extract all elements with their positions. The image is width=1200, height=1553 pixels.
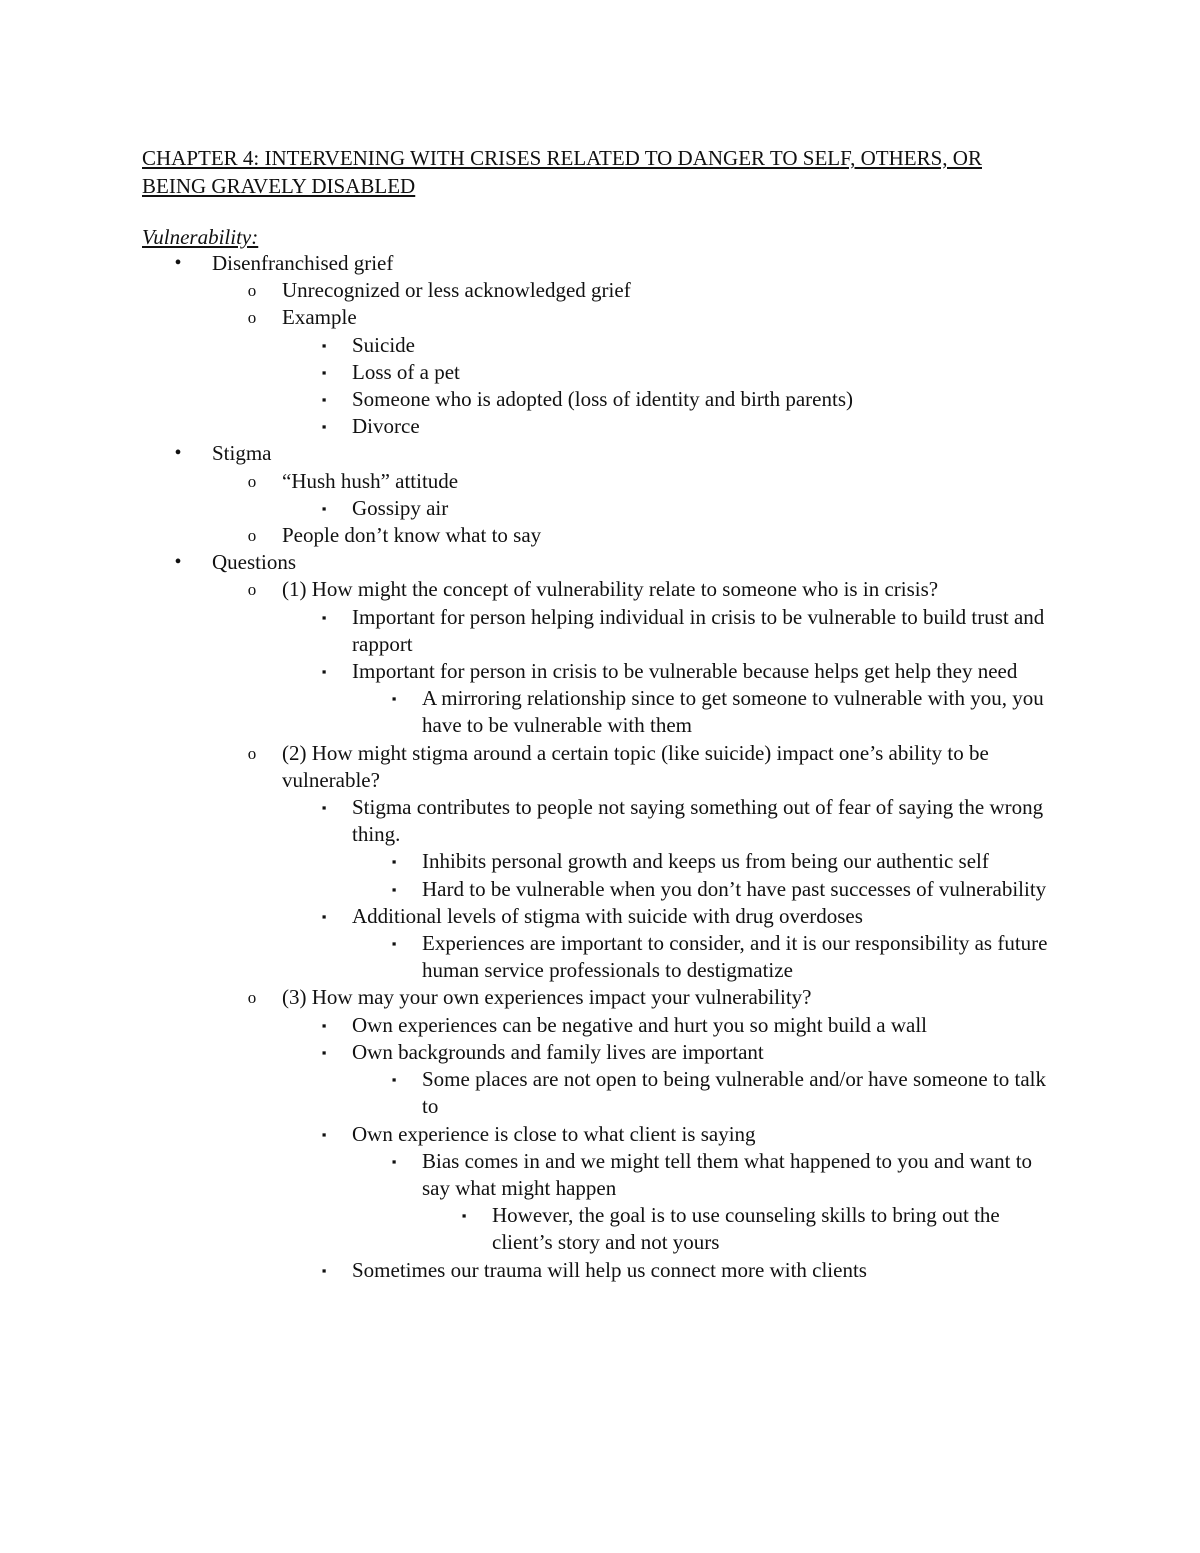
- bullet-marker: ▪: [391, 691, 397, 707]
- outline-item-text: Questions: [212, 550, 296, 575]
- outline-item: [321, 386, 1062, 413]
- bullet-marker: ▪: [321, 908, 327, 924]
- outline-item: [247, 576, 1062, 603]
- outline-item-text: “Hush hush” attitude: [282, 468, 459, 493]
- outline-item-text: Stigma contributes to people not saying something out of fear of saying the wrong thing.: [352, 795, 1044, 847]
- outline-item-text: People don’t know what to say: [282, 523, 542, 548]
- outline-item-text: Unrecognized or less acknowledged grief: [282, 278, 631, 303]
- bullet-marker: •: [174, 252, 182, 274]
- bullet-marker: ▪: [391, 881, 397, 897]
- section-label-vulnerability: Vulnerability:: [142, 225, 259, 249]
- outline-item: [321, 495, 1062, 522]
- bullet-marker: ▪: [321, 1262, 327, 1278]
- bullet-marker: ▪: [321, 664, 327, 680]
- outline-item-text: Divorce: [352, 414, 420, 439]
- outline-item: [391, 930, 1062, 984]
- bullet-marker: ▪: [321, 609, 327, 625]
- outline-item: [321, 1257, 1062, 1284]
- outline-item-text: Suicide: [352, 332, 415, 357]
- outline-item: [391, 685, 1062, 739]
- outline-item-text: Stigma: [212, 441, 272, 466]
- outline-item-text: Sometimes our trauma will help us connect more with clients: [352, 1257, 867, 1282]
- outline-item: [247, 304, 1062, 331]
- outline-item: [391, 1148, 1062, 1202]
- bullet-marker: ▪: [321, 1044, 327, 1060]
- bullet-marker: o: [247, 471, 257, 491]
- bullet-marker: ▪: [391, 1153, 397, 1169]
- outline-item: [321, 413, 1062, 440]
- outline-item-text: (1) How might the concept of vulnerability relate to someone who is in crisis?: [282, 577, 939, 602]
- bullet-marker: o: [247, 308, 257, 328]
- outline-item: [174, 440, 1062, 467]
- bullet-marker: ▪: [321, 1126, 327, 1142]
- bullet-marker: ▪: [321, 800, 327, 816]
- outline-item: [321, 359, 1062, 386]
- outline-item-text: Own experience is close to what client is saying: [352, 1121, 756, 1146]
- outline-item: [247, 740, 1062, 794]
- outline-item: [247, 468, 1062, 495]
- bullet-marker: ▪: [321, 392, 327, 408]
- outline-item: [321, 794, 1062, 848]
- outline-item: [321, 1039, 1062, 1066]
- bullet-marker: o: [247, 526, 257, 546]
- outline-item-text: Example: [282, 305, 357, 330]
- outline-item: [321, 1012, 1062, 1039]
- outline-item-text: Important for person in crisis to be vulnerable because helps get help they need: [352, 659, 1018, 684]
- outline-item-text: Bias comes in and we might tell them what happened to you and want to say what might happen: [422, 1148, 1033, 1200]
- outline-item: [391, 876, 1062, 903]
- outline-item: [321, 658, 1062, 685]
- outline-item: [391, 1066, 1062, 1120]
- bullet-marker: o: [247, 580, 257, 600]
- bullet-marker: o: [247, 988, 257, 1008]
- outline-item-text: Disenfranchised grief: [212, 251, 394, 275]
- bullet-marker: •: [174, 442, 182, 465]
- outline-item: [247, 984, 1062, 1011]
- outline-item-text: Important for person helping individual in crisis to be vulnerable to build trust and rapport: [352, 604, 1045, 656]
- bullet-marker: ▪: [321, 419, 327, 435]
- bullet-marker: ▪: [391, 936, 397, 952]
- outline-item: [321, 332, 1062, 359]
- outline-item-text: Someone who is adopted (loss of identity and birth parents): [352, 387, 853, 412]
- outline-item: [321, 1121, 1062, 1148]
- bullet-marker: o: [247, 281, 257, 301]
- outline-item-text: Experiences are important to consider, and it is our responsibility as future human service professionals to destigmatize: [422, 931, 1048, 983]
- outline-item-text: Hard to be vulnerable when you don’t have past successes of vulnerability: [422, 876, 1047, 901]
- bullet-marker: ▪: [461, 1208, 467, 1224]
- bullet-marker: ▪: [321, 364, 327, 380]
- bullet-marker: ▪: [321, 1017, 327, 1033]
- outline-item: [174, 250, 1062, 277]
- outline-item: [321, 604, 1062, 658]
- bullet-marker: ▪: [321, 337, 327, 353]
- outline-item-text: Gossipy air: [352, 495, 449, 520]
- outline-item-text: (2) How might stigma around a certain topic (like suicide) impact one’s ability to be vulnerable?: [282, 740, 989, 792]
- bullet-marker: •: [174, 551, 182, 574]
- outline-item: [174, 549, 1062, 576]
- chapter-title: CHAPTER 4: INTERVENING WITH CRISES RELATED TO DANGER TO SELF, OTHERS, OR BEING GRAVELY DISABLED: [142, 146, 982, 198]
- outline-item-text: Loss of a pet: [352, 359, 460, 384]
- outline-item-text: (3) How may your own experiences impact your vulnerability?: [282, 985, 812, 1010]
- outline-item: [247, 277, 1062, 304]
- bullet-marker: ▪: [391, 1072, 397, 1088]
- outline-item: [247, 522, 1062, 549]
- outline-item: [461, 1202, 1062, 1256]
- outline-item-text: Inhibits personal growth and keeps us from being our authentic self: [422, 849, 989, 874]
- outline-item-text: Own backgrounds and family lives are important: [352, 1039, 764, 1064]
- outline-item-text: Own experiences can be negative and hurt you so might build a wall: [352, 1012, 927, 1037]
- outline-item-text: A mirroring relationship since to get someone to vulnerable with you, you have to be vulnerable with them: [422, 686, 1044, 738]
- outline-item: [321, 903, 1062, 930]
- outline-item-text: Additional levels of stigma with suicide with drug overdoses: [352, 903, 863, 928]
- outline-list: [0, 250, 1200, 1284]
- bullet-marker: ▪: [321, 500, 327, 516]
- outline-item-text: Some places are not open to being vulnerable and/or have someone to talk to: [422, 1067, 1046, 1119]
- bullet-marker: o: [247, 743, 257, 763]
- outline-item: [391, 848, 1062, 875]
- bullet-marker: ▪: [391, 854, 397, 870]
- outline-item-text: However, the goal is to use counseling skills to bring out the client’s story and not yours: [492, 1203, 1000, 1255]
